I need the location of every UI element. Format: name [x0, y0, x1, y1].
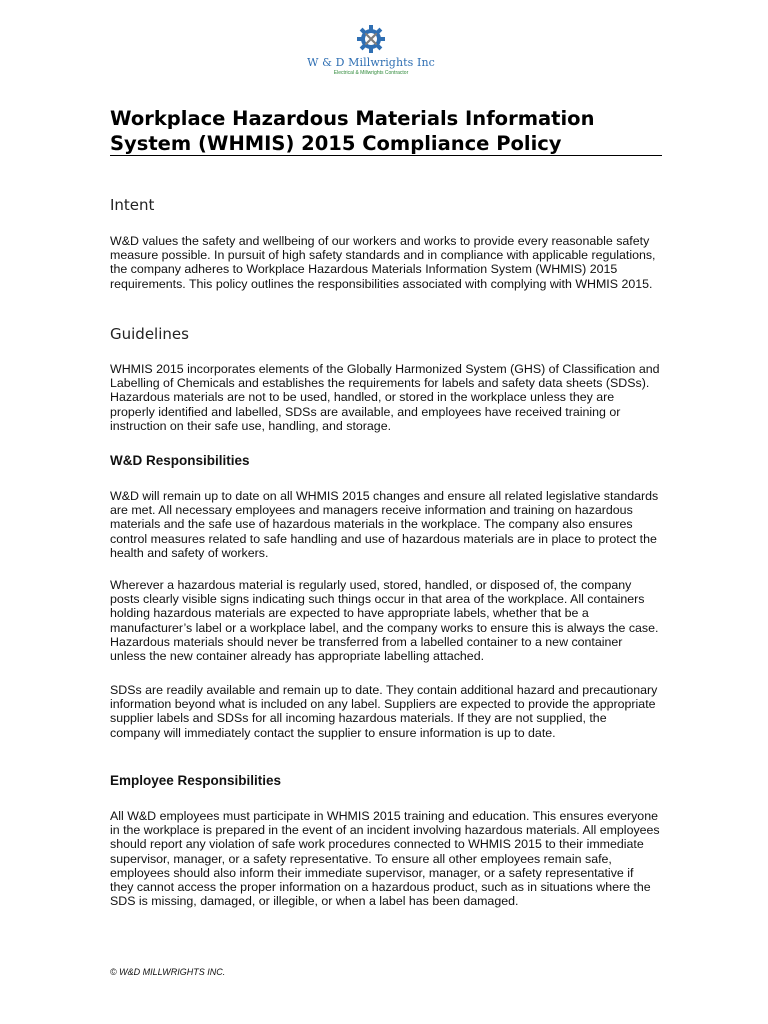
document-title: Workplace Hazardous Materials Information System (WHMIS) 2015 Compliance Policy	[110, 107, 595, 155]
wd-responsibilities-paragraph-2: Wherever a hazardous material is regularly used, stored, handled, or disposed of, the company posts clearly visible signs indicating such things occur in that area of the workplace. All containers holding hazardous materials are expected to have appropriate labels, whether that be a manufacturer’s label or a workplace label, and the company works to ensure this is always the case. Hazardous materials should never be transferred from a labelled container to a new container unless the new container already has appropriate labelling attached.	[110, 578, 659, 664]
employee-responsibilities-paragraph: All W&D employees must participate in WHMIS 2015 training and education. This ensures everyone in the workplace is prepared in the event of an incident involving hazardous materials. All employees should report any violation of safe work procedures connected to WHMIS 2015 to their immediate supervisor, manager, or a safety representative. To ensure all other employees remain safe, employees should also inform their immediate supervisor, manager, or a safety representative if they cannot access the proper information on a hazardous product, such as in situations where the SDS is missing, damaged, or illegible, or when a label has been damaged.	[110, 809, 660, 909]
footer-copyright: © W&D MILLWRIGHTS INC.	[110, 967, 226, 977]
employee-responsibilities-heading: Employee Responsibilities	[110, 773, 282, 788]
logo-tagline: Electrical & Millwrights Contractor	[333, 70, 409, 76]
company-logo	[296, 24, 446, 84]
wd-responsibilities-paragraph-3: SDSs are readily available and remain up to date. They contain additional hazard and precautionary information beyond what is included on any label. Suppliers are expected to provide the appropriate supplier labels and SDSs for all incoming hazardous materials. If they are not supplied, the company will immediately contact the supplier to ensure information is up to date.	[110, 683, 658, 740]
guidelines-heading: Guidelines	[110, 325, 189, 343]
gear-wrench-icon	[356, 24, 386, 54]
wd-responsibilities-paragraph-1: W&D will remain up to date on all WHMIS 2015 changes and ensure all related legislative standards are met. All necessary employees and managers receive information and training on hazardous materials and the safe use of hazardous materials in the workplace. The company also ensures control measures related to safe handling and use of hazardous materials are in place to protect the health and safety of workers.	[110, 489, 659, 560]
intent-heading: Intent	[110, 196, 155, 214]
wd-responsibilities-heading: W&D Responsibilities	[110, 453, 250, 468]
guidelines-paragraph: WHMIS 2015 incorporates elements of the Globally Harmonized System (GHS) of Classification and Labelling of Chemicals and establishes the requirements for labels and safety data sheets (SDSs). Hazardous materials are not to be used, handled, or stored in the workplace unless they are properly identified and labelled, SDSs are available, and employees have received training or instruction on their safe use, handling, and storage.	[110, 362, 660, 433]
intent-paragraph: W&D values the safety and wellbeing of our workers and works to provide every reasonable safety measure possible. In pursuit of high safety standards and in compliance with applicable regulations, the company adheres to Workplace Hazardous Materials Information System (WHMIS) 2015 requirements. This policy outlines the responsibilities associated with complying with WHMIS 2015.	[110, 234, 656, 291]
title-divider	[110, 155, 662, 156]
logo-company-name: W & D Millwrights Inc	[307, 56, 435, 69]
